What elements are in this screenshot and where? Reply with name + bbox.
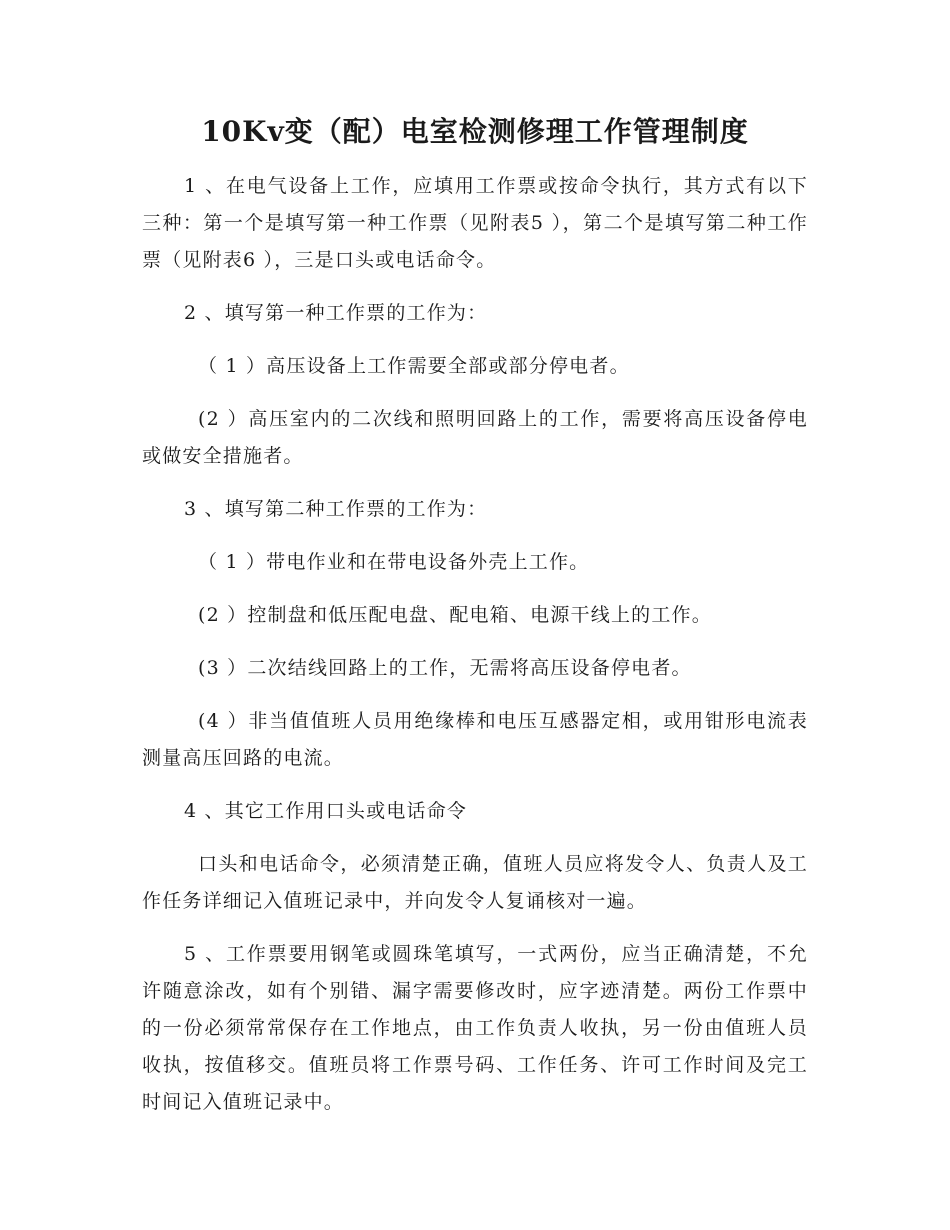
paragraph-1-work-modes: 1 、在电气设备上工作，应填用工作票或按命令执行，其方式有以下三种：第一个是填写第一种工作票（见附表5 ），第二个是填写第二种工作票（见附表6 ），三是口头或电话命令。: [142, 175, 808, 271]
paragraph-2-item-1: （ 1 ）高压设备上工作需要全部或部分停电者。: [198, 355, 630, 377]
paragraph-3-item-1: （ 1 ）带电作业和在带电设备外壳上工作。: [198, 551, 590, 573]
paragraph-4-verbal-orders-heading: 4 、其它工作用口头或电话命令: [184, 800, 468, 822]
paragraph-3-item-3: (3 ）二次结线回路上的工作，无需将高压设备停电者。: [198, 657, 692, 679]
paragraph-3-second-ticket-heading: 3 、填写第二种工作票的工作为：: [184, 498, 488, 520]
paragraph-4-verbal-orders-body: 口头和电话命令，必须清楚正确，值班人员应将发令人、负责人及工作任务详细记入值班记录中，并向发令人复诵核对一遍。: [142, 853, 808, 912]
document-body: [142, 168, 808, 1137]
paragraph-2-first-ticket-heading: 2 、填写第一种工作票的工作为：: [184, 302, 488, 324]
document-title: 10Kv变（配）电室检测修理工作管理制度: [201, 115, 749, 148]
paragraph-5-ticket-filling: 5 、工作票要用钢笔或圆珠笔填写，一式两份，应当正确清楚，不允许随意涂改，如有个别错、漏字需要修改时，应字迹清楚。两份工作票中的一份必须常常保存在工作地点，由工作负责人收执，另一份由值班人员收执，按值移交。值班员将工作票号码、工作任务、许可工作时间及完工时间记入值班记录中。: [142, 943, 808, 1113]
paragraph-3-item-2: (2 ）控制盘和低压配电盘、配电箱、电源干线上的工作。: [198, 604, 712, 626]
paragraph-2-item-2: (2 ）高压室内的二次线和照明回路上的工作，需要将高压设备停电或做安全措施者。: [142, 408, 808, 467]
paragraph-3-item-4: (4 ）非当值值班人员用绝缘棒和电压互感器定相，或用钳形电流表测量高压回路的电流。: [142, 710, 808, 769]
